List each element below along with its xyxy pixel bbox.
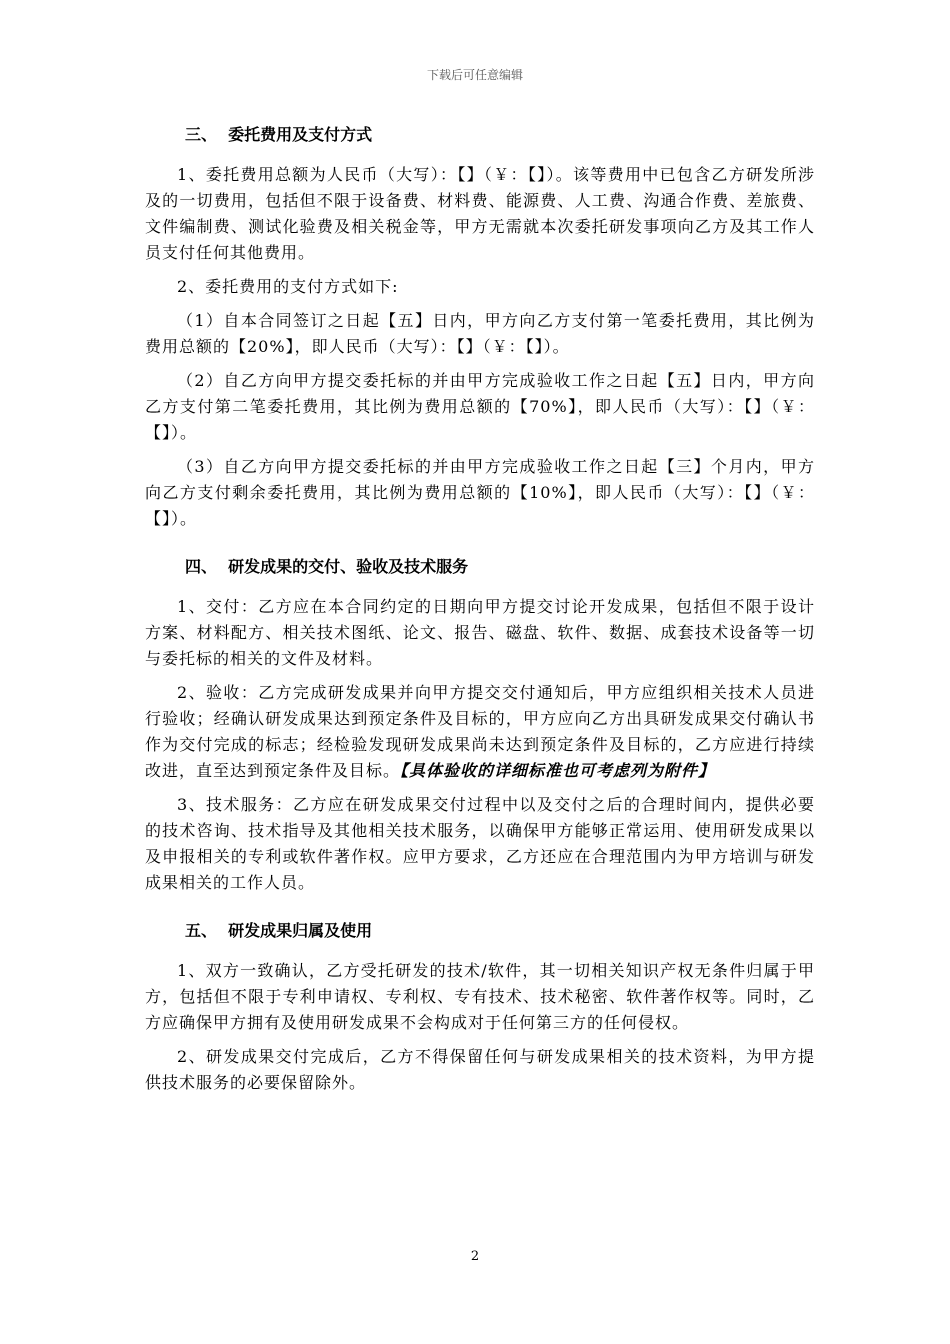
paragraph-tech-service: 3、技术服务：乙方应在研发成果交付过程中以及交付之后的合理时间内，提供必要的技术咨询、技术指导及其他相关技术服务，以确保甲方能够正常运用、使用研发成果以及申报相关的专利或软件著作权。应甲方要求，乙方还应在合理范围内为甲方培训与研发成果相关的工作人员。 bbox=[145, 795, 815, 892]
paragraph-no-retention: 2、研发成果交付完成后，乙方不得保留任何与研发成果相关的技术资料，为甲方提供技术服务的必要保留除外。 bbox=[145, 1047, 815, 1092]
page-header: 下载后可任意编辑 bbox=[426, 68, 523, 82]
paragraph-delivery: 1、交付：乙方应在本合同约定的日期向甲方提交讨论开发成果，包括但不限于设计方案、材料配方、相关技术图纸、论文、报告、磁盘、软件、数据、成套技术设备等一切与委托标的相关的文件及材料。 bbox=[145, 597, 815, 668]
paragraph-payment-method: 2、委托费用的支付方式如下: bbox=[177, 277, 399, 296]
paragraph-acceptance bbox=[145, 680, 815, 784]
section-heading-5: 五、 研发成果归属及使用 bbox=[185, 921, 373, 940]
page-number: 2 bbox=[470, 1249, 480, 1264]
acceptance-text: 2、验收：乙方完成研发成果并向甲方提交交付通知后，甲方应组织相关技术人员进行验收；经确认研发成果达到预定条件及目标的，甲方应向乙方出具研发成果交付确认书作为交付完成的标志；经检验发现研发成果尚未达到预定条件及目标的，乙方应进行持续改进，直至达到预定条件及目标。 bbox=[145, 683, 815, 780]
acceptance-note: 【具体验收的详细标准也可考虑列为附件】 bbox=[400, 761, 716, 780]
paragraph-ownership: 1、双方一致确认，乙方受托研发的技术/软件，其一切相关知识产权无条件归属于甲方，包括但不限于专利申请权、专利权、专有技术、技术秘密、软件著作权等。同时，乙方应确保甲方拥有及使用研发成果不会构成对于任何第三方的任何侵权。 bbox=[145, 961, 815, 1032]
section-heading-4: 四、 研发成果的交付、验收及技术服务 bbox=[185, 557, 469, 576]
document-body bbox=[145, 122, 815, 1096]
paragraph-fee-total: 1、委托费用总额为人民币（大写）：【】（￥：【】）。该等费用中已包含乙方研发所涉及的一切费用，包括但不限于设备费、材料费、能源费、人工费、沟通合作费、差旅费、文件编制费、测试化验费及相关税金等，甲方无需就本次委托研发事项向乙方及其工作人员支付任何其他费用。 bbox=[145, 165, 815, 262]
paragraph-payment-3: （3）自乙方向甲方提交委托标的并由甲方完成验收工作之日起【三】个月内，甲方向乙方支付剩余委托费用，其比例为费用总额的【10%】，即人民币（大写）：【】（￥：【】）。 bbox=[145, 457, 815, 528]
section-heading-3: 三、 委托费用及支付方式 bbox=[185, 125, 373, 144]
paragraph-payment-2: （2）自乙方向甲方提交委托标的并由甲方完成验收工作之日起【五】日内，甲方向乙方支付第二笔委托费用，其比例为费用总额的【70%】，即人民币（大写）：【】（￥：【】）。 bbox=[145, 371, 815, 442]
paragraph-payment-1: （1）自本合同签订之日起【五】日内，甲方向乙方支付第一笔委托费用，其比例为费用总额的【20%】，即人民币（大写）：【】（￥：【】）。 bbox=[145, 311, 815, 356]
